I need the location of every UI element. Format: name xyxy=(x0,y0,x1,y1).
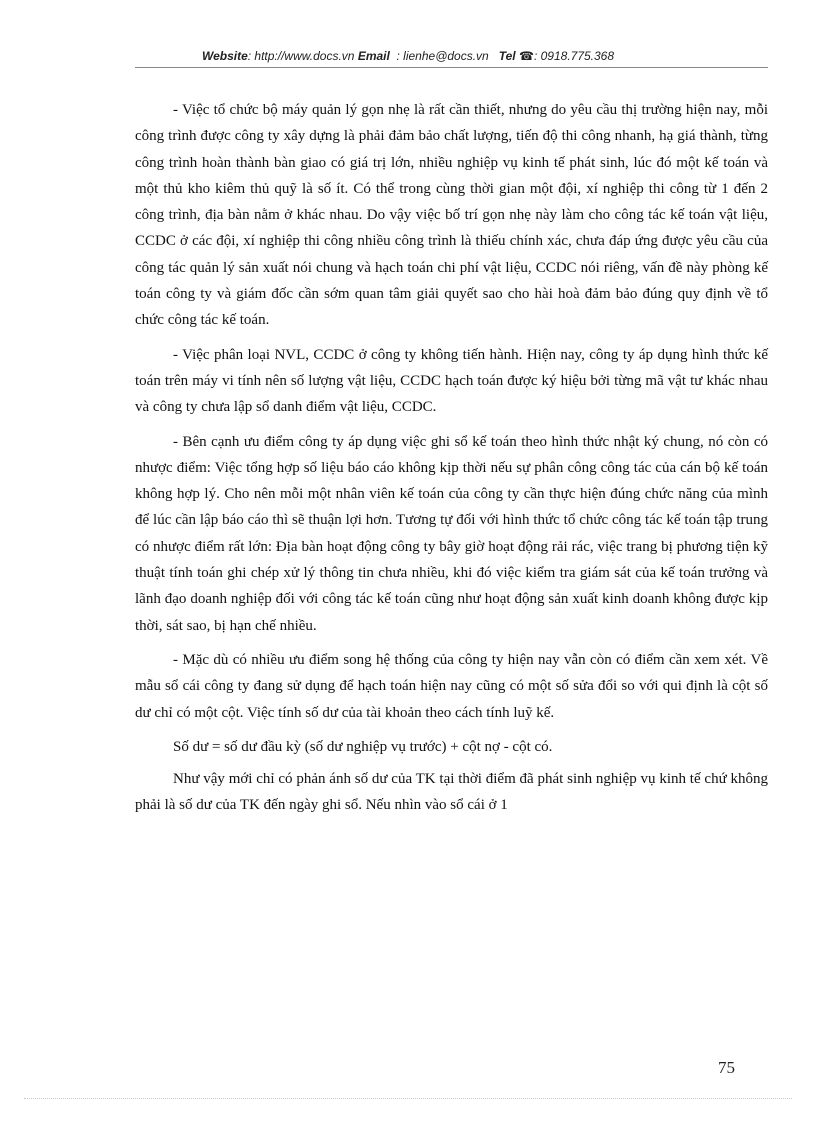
email-label: Email xyxy=(357,49,390,63)
header-divider xyxy=(135,67,768,68)
page-bottom-divider xyxy=(24,1098,792,1099)
paragraph-balance-note: Như vậy mới chỉ có phản ánh số dư của TK tại thời điểm đã phát sinh nghiệp vụ kinh tế chứ không phải là số dư của TK đến ngày ghi sổ. Nếu nhìn vào sổ cái ở 1 xyxy=(135,771,768,814)
paragraph-classification: - Việc phân loại NVL, CCDC ở công ty không tiến hành. Hiện nay, công ty áp dụng hình thức kế toán trên máy vi tính nên số lượng vật liệu, CCDC hạch toán được ký hiệu bởi từng mã vật tư khác nhau và công ty chưa lập sổ danh điểm vật liệu, CCDC. xyxy=(135,346,768,416)
paragraph-ledger-system: - Mặc dù có nhiều ưu điểm song hệ thống của công ty hiện nay vẫn còn có điểm cần xem xét. Về mẫu sổ cái công ty đang sử dụng để hạch toán hiện nay cũng có một số sửa đổi so với qui định là cột số dư chỉ có một cột. Việc tính số dư của tài khoản theo cách tính luỹ kế. xyxy=(135,651,768,721)
paragraph-management-structure: - Việc tổ chức bộ máy quản lý gọn nhẹ là rất cần thiết, nhưng do yêu cầu thị trường hiện nay, mỗi công trình được công ty xây dựng là phải đảm bảo chất lượng, tiến độ thi công nhanh, hạ giá thành, từng công trình hoàn thành bàn giao có giá trị lớn, nhiều nghiệp vụ kinh tế phát sinh, lúc đó một kế toán và một thủ kho kiêm thủ quỹ là số ít. Có thể trong cùng thời gian một đội, xí nghiệp thi công từ 1 đến 2 công trình, địa bàn nằm ở khác nhau. Do vậy việc bố trí gọn nhẹ này làm cho công tác kế toán vật liệu, CCDC ở các đội, xí nghiệp thi công nhiều công trình là thiếu chính xác, chưa đáp ứng được yêu cầu của công tác quản lý sản xuất nói chung và hạch toán chi phí vật liệu, CCDC nói riêng, vấn đề này phòng kế toán công ty và giám đốc cần sớm quan tâm giải quyết sao cho hài hoà đảm bảo đúng quy định về tổ chức công tác kế toán. xyxy=(135,102,768,329)
page-number: 75 xyxy=(718,1058,735,1077)
tel-value: : 0918.775.368 xyxy=(533,49,615,63)
tel-label: Tel xyxy=(498,49,516,63)
phone-icon: ☎ xyxy=(519,49,534,63)
website-value: : http://www.docs.vn xyxy=(247,49,355,63)
balance-formula: Số dư = số dư đầu kỳ (số dư nghiệp vụ trước) + cột nợ - cột có. xyxy=(173,738,553,755)
website-label: Website xyxy=(201,49,248,63)
paragraph-journal-form: - Bên cạnh ưu điểm công ty áp dụng việc ghi sổ kế toán theo hình thức nhật ký chung, nó còn có nhược điểm: Việc tổng hợp số liệu báo cáo không kịp thời nếu sự phân công công tác của cán bộ kế toán không hợp lý. Cho nên mỗi một nhân viên kế toán của công ty cần thực hiện đúng chức năng của mình để lúc cần lập báo cáo thì sẽ thuận lợi hơn. Tương tự đối với hình thức tổ chức công tác kế toán tập trung có nhược điểm rất lớn: Địa bàn hoạt động công ty bây giờ hoạt động rải rác, việc trang bị phương tiện kỹ thuật tính toán ghi chép xử lý thông tin chưa nhiều, khi đó việc kiểm tra giám sát của kế toán trưởng và lãnh đạo doanh nghiệp đối với công tác kế toán cũng như hoạt động sản xuất kinh doanh không được kịp thời, sát sao, bị hạn chế nhiều. xyxy=(135,433,768,634)
document-body xyxy=(135,97,768,827)
page-header xyxy=(0,49,816,63)
email-value: : lienhe@docs.vn xyxy=(396,49,489,63)
